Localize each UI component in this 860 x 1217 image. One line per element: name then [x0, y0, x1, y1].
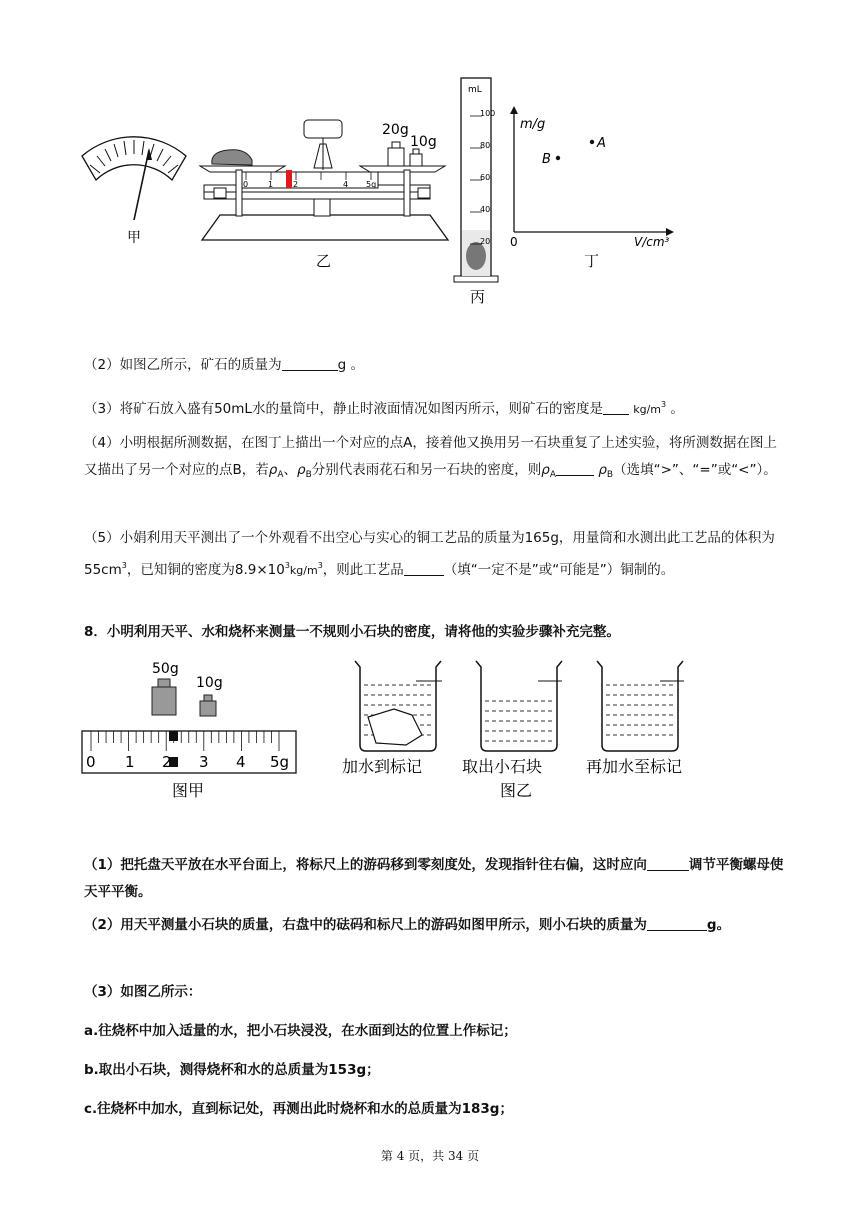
figure-balance-cylinder-graph [70, 70, 710, 310]
label-yi: 乙 [316, 252, 332, 270]
scale-tick-2: 2 [162, 753, 172, 771]
label-bing: 丙 [470, 288, 486, 306]
svg-text:1: 1 [268, 180, 274, 189]
scale-tick-5g: 5g [270, 753, 290, 771]
q8-step3: （3）如图乙所示： [84, 984, 202, 1000]
fig-jia: 图甲 [172, 781, 205, 800]
label-ding: 丁 [584, 252, 600, 270]
beaker-label-2: 取出小石块 [462, 757, 543, 776]
answer-blank[interactable] [282, 356, 338, 371]
weight-20g: 20g [382, 122, 409, 138]
point-b: B [542, 152, 551, 167]
cyl-tick-60: 60 [480, 173, 491, 182]
beaker-label-1: 加水到标记 [342, 757, 423, 776]
q7-part3: （3）将矿石放入盛有50mL水的量筒中，静止时液面情况如图丙所示，则矿石的密度是 $kg/m^3$ 。 [84, 400, 684, 417]
origin: 0 [510, 235, 518, 249]
beaker-2 [462, 661, 562, 800]
answer-blank[interactable] [647, 856, 689, 871]
dial-gauge [82, 137, 186, 246]
scale-tick-1: 1 [125, 753, 135, 771]
svg-text:2: 2 [293, 180, 299, 189]
answer-blank[interactable] [647, 916, 707, 931]
q8-step1: （1）把托盘天平放在水平台面上，将标尺上的游码移到零刻度处，发现指针往右偏，这时应向 调节平衡螺母使天平平衡。 [84, 857, 784, 900]
q8-step-b: b.取出小石块，测得烧杯和水的总质量为153g； [84, 1062, 380, 1078]
m-v-graph [510, 106, 674, 270]
q7-part2: （2）如图乙所示，矿石的质量为 g 。 [84, 357, 364, 373]
scale-tick-0: 0 [86, 753, 96, 771]
cyl-tick-100: 100 [480, 109, 496, 118]
axis-y: m/g [520, 117, 546, 132]
point-a: A [597, 136, 606, 151]
weight-10g: 10g [196, 675, 223, 691]
scale-tick-4: 4 [236, 753, 246, 771]
q7-part4: （4）小明根据所测数据，在图丁上描出一个对应的点A，接着他又换用另一石块重复了上述实验，将所测数据在图上又描出了另一个对应的点B，若$\rho_A$、$\rho_B$分别代表雨花石和另一石块的密度，则$\rho_A$ $\rho_B$（选填“>”、“=”或“<”）。 [84, 435, 777, 480]
q8-step-c: c.往烧杯中加水，直到标记处，再测出此时烧杯和水的总质量为183g； [84, 1101, 513, 1117]
answer-blank[interactable] [556, 461, 594, 476]
scale-tick-3: 3 [199, 753, 209, 771]
cyl-tick-20: 20 [480, 237, 491, 246]
svg-text:5g: 5g [366, 180, 377, 189]
beaker-3 [586, 661, 684, 776]
fig-yi: 图乙 [500, 781, 533, 800]
figure-q8 [76, 655, 726, 805]
axis-x: V/cm³ [634, 235, 670, 249]
graduated-cylinder [454, 78, 498, 306]
beaker-1 [342, 661, 442, 776]
weight-10g: 10g [410, 134, 437, 150]
svg-text:0: 0 [243, 180, 249, 189]
cyl-tick-40: 40 [480, 205, 491, 214]
answer-blank[interactable] [404, 561, 444, 576]
q8-step2: （2）用天平测量小石块的质量，右盘中的砝码和标尺上的游码如图甲所示，则小石块的质量为 g。 [84, 917, 731, 933]
label-jia: 甲 [127, 230, 141, 246]
answer-blank[interactable] [603, 400, 629, 415]
svg-text:4: 4 [343, 180, 349, 189]
weight-50g: 50g [152, 661, 179, 677]
beaker-label-3: 再加水至标记 [586, 757, 683, 776]
balance [200, 120, 448, 270]
q7-part5: （5）小娟利用天平测出了一个外观看不出空心与实心的铜工艺品的质量为165g，用量筒和水测出此工艺品的体积为$55cm^3$，已知铜的密度为$8.9\times 10^3kg/m^3$，则此工艺品 （填“一定不是”或“可能是”）铜制的。 [84, 530, 775, 578]
cyl-tick-80: 80 [480, 141, 491, 150]
q8-step-a: a.往烧杯中加入适量的水，把小石块浸没，在水面到达的位置上作标记； [84, 1023, 517, 1039]
weights-and-scale [82, 661, 296, 800]
q8-title: 8．小明利用天平、水和烧杯来测量一不规则小石块的密度，请将他的实验步骤补充完整。 [84, 624, 620, 640]
cylinder-unit: mL [468, 85, 482, 95]
page-footer: 第 4 页，共 34 页 [380, 1149, 480, 1163]
